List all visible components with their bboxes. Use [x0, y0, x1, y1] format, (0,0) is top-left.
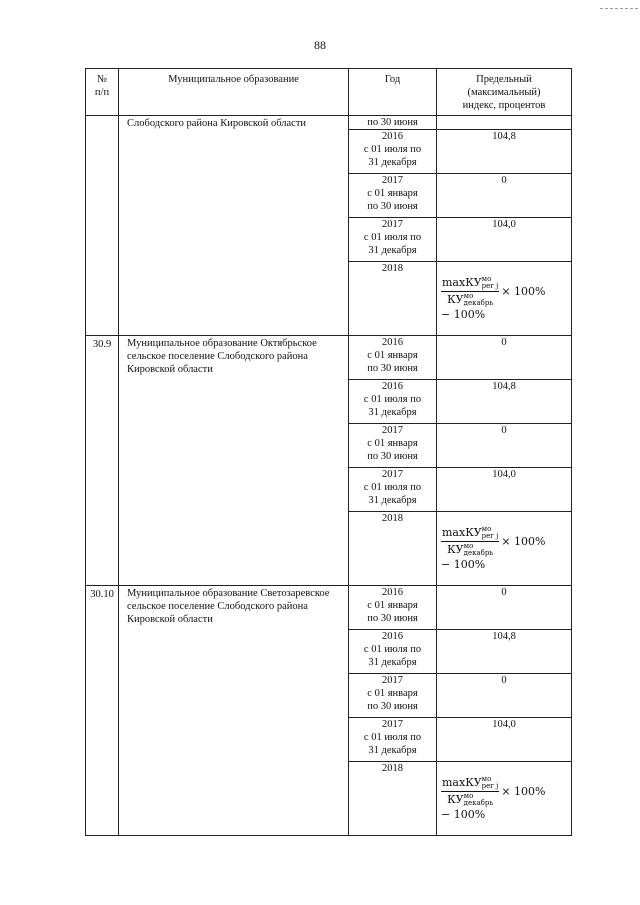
formula-times: × 100%: [501, 285, 546, 298]
formula-numerator: maxКУ: [442, 526, 482, 539]
table-row: [86, 116, 572, 130]
index-value: 0: [437, 336, 572, 380]
formula-fraction: maxКУ мо рег j КУ мо декабрь: [442, 525, 499, 557]
period-cell: 2016 с 01 июля по 31 декабря: [349, 630, 437, 674]
formula-fraction: maxКУ мо рег j КУ мо декабрь: [442, 775, 499, 807]
index-formula: [437, 512, 571, 571]
formula-numerator: maxКУ: [442, 776, 482, 789]
period-cell: 2018: [349, 262, 437, 336]
index-value: [437, 262, 572, 336]
table-header-row: [86, 69, 572, 116]
index-value: 104,0: [437, 718, 572, 762]
period-cell: 2017 с 01 января по 30 июня: [349, 174, 437, 218]
period-cell: 2016 с 01 января по 30 июня: [349, 586, 437, 630]
tariff-index-table: [85, 68, 572, 836]
index-value: 0: [437, 174, 572, 218]
index-value: 104,8: [437, 380, 572, 424]
header-index: Предельный (максимальный) индекс, процентов: [437, 69, 572, 116]
formula-denominator: КУ: [447, 543, 464, 556]
index-value: 0: [437, 586, 572, 630]
municipality-name: Муниципальное образование Светозаревское сельское поселение Слободского района Кировской области: [119, 586, 349, 836]
formula-times: × 100%: [501, 785, 546, 798]
period-cell: 2017 с 01 июля по 31 декабря: [349, 218, 437, 262]
header-num: № п/п: [86, 69, 119, 116]
formula-minus: − 100%: [441, 308, 486, 321]
index-formula: [437, 762, 571, 821]
period-cell: 2016 с 01 января по 30 июня: [349, 336, 437, 380]
row-number: 30.9: [86, 336, 119, 586]
formula-denominator: КУ: [447, 793, 464, 806]
period-cell: 2016 с 01 июля по 31 декабря: [349, 130, 437, 174]
period-cell: 2017 с 01 января по 30 июня: [349, 674, 437, 718]
formula-minus: − 100%: [441, 558, 486, 571]
index-value: 104,8: [437, 630, 572, 674]
index-value: 104,0: [437, 218, 572, 262]
table-row: [86, 336, 572, 380]
table-row: [86, 586, 572, 630]
period-cell: 2018: [349, 762, 437, 836]
page-number: 88: [314, 38, 326, 52]
formula-denominator: КУ: [447, 293, 464, 306]
row-number: 30.10: [86, 586, 119, 836]
index-value: [437, 512, 572, 586]
period-cell: 2017 с 01 июля по 31 декабря: [349, 718, 437, 762]
header-municipality: Муниципальное образование: [119, 69, 349, 116]
scan-artifact-line: [600, 8, 638, 9]
formula-minus: − 100%: [441, 808, 486, 821]
period-cell: по 30 июня: [349, 116, 437, 130]
municipality-name: Слободского района Кировской области: [119, 116, 349, 336]
index-value: 104,8: [437, 130, 572, 174]
period-cell: 2017 с 01 января по 30 июня: [349, 424, 437, 468]
index-value: 0: [437, 424, 572, 468]
index-value: 0: [437, 674, 572, 718]
formula-times: × 100%: [501, 535, 546, 548]
formula-numerator: maxКУ: [442, 276, 482, 289]
index-value: [437, 762, 572, 836]
index-value: 104,0: [437, 468, 572, 512]
period-cell: 2017 с 01 июля по 31 декабря: [349, 468, 437, 512]
period-cell: 2018: [349, 512, 437, 586]
formula-fraction: maxКУ мо рег j КУ мо декабрь: [442, 275, 499, 307]
municipality-name: Муниципальное образование Октябрьское сельское поселение Слободского района Кировской области: [119, 336, 349, 586]
header-year: Год: [349, 69, 437, 116]
period-cell: 2016 с 01 июля по 31 декабря: [349, 380, 437, 424]
index-value: [437, 116, 572, 130]
row-number: [86, 116, 119, 336]
index-formula: [437, 262, 571, 321]
